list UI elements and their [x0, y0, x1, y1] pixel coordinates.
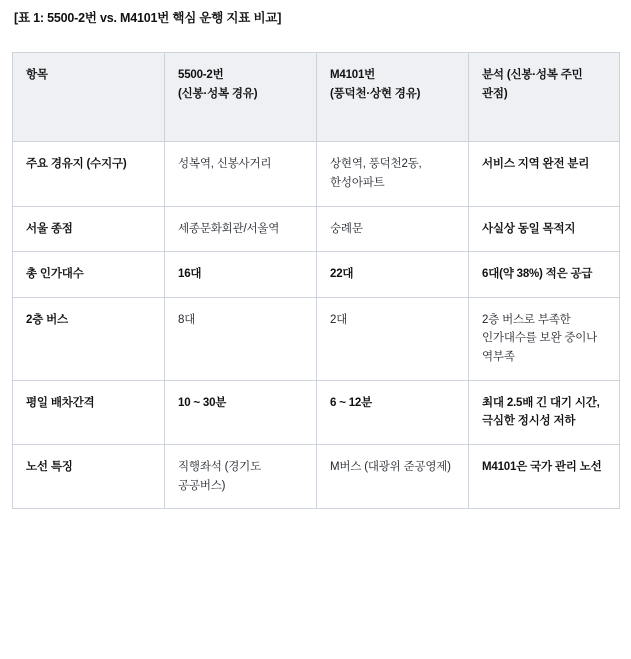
cell-route-5500-2: 8대	[165, 297, 317, 380]
comparison-table	[12, 52, 620, 509]
row-label: 서울 종점	[13, 206, 165, 252]
cell-analysis: M4101은 국가 관리 노선	[469, 444, 620, 508]
column-header-item: 항목	[13, 53, 165, 142]
table-row	[13, 142, 620, 206]
cell-analysis: 최대 2.5배 긴 대기 시간, 극심한 정시성 저하	[469, 380, 620, 444]
table-body	[13, 142, 620, 509]
row-label: 노선 특징	[13, 444, 165, 508]
cell-analysis: 사실상 동일 목적지	[469, 206, 620, 252]
cell-route-5500-2: 성복역, 신봉사거리	[165, 142, 317, 206]
table-row	[13, 444, 620, 508]
cell-route-5500-2: 10 ~ 30분	[165, 380, 317, 444]
cell-route-5500-2: 16대	[165, 252, 317, 298]
table-row	[13, 206, 620, 252]
table-row	[13, 380, 620, 444]
cell-analysis: 서비스 지역 완전 분리	[469, 142, 620, 206]
row-label: 2층 버스	[13, 297, 165, 380]
column-header-route-m4101: M4101번 (풍덕천·상현 경유)	[317, 53, 469, 142]
row-label: 주요 경유지 (수지구)	[13, 142, 165, 206]
cell-route-m4101: 22대	[317, 252, 469, 298]
row-label: 총 인가대수	[13, 252, 165, 298]
column-header-route-5500-2: 5500-2번 (신봉·성복 경유)	[165, 53, 317, 142]
column-header-analysis: 분석 (신봉·성복 주민 관점)	[469, 53, 620, 142]
cell-route-m4101: 2대	[317, 297, 469, 380]
table-header	[13, 53, 620, 142]
table-caption: [표 1: 5500-2번 vs. M4101번 핵심 운행 지표 비교]	[14, 11, 282, 25]
cell-analysis: 2층 버스로 부족한 인가대수를 보완 중이나 역부족	[469, 297, 620, 380]
table-row	[13, 252, 620, 298]
cell-route-m4101: M버스 (대광위 준공영제)	[317, 444, 469, 508]
cell-route-5500-2: 직행좌석 (경기도 공공버스)	[165, 444, 317, 508]
table-header-row	[13, 53, 620, 142]
cell-route-m4101: 숭례문	[317, 206, 469, 252]
table-row	[13, 297, 620, 380]
cell-analysis: 6대(약 38%) 적은 공급	[469, 252, 620, 298]
row-label: 평일 배차간격	[13, 380, 165, 444]
cell-route-5500-2: 세종문화회관/서울역	[165, 206, 317, 252]
cell-route-m4101: 상현역, 풍덕천2동, 한성아파트	[317, 142, 469, 206]
cell-route-m4101: 6 ~ 12분	[317, 380, 469, 444]
